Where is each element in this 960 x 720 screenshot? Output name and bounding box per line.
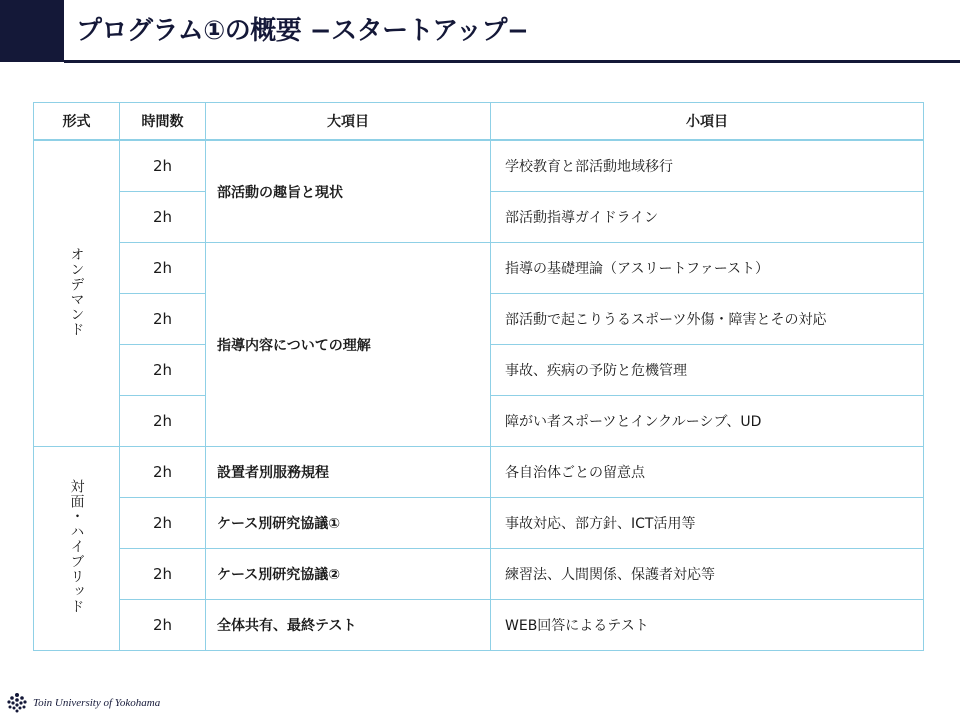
- university-crest-icon: [6, 692, 28, 714]
- table-row: [34, 549, 924, 600]
- hours-cell: 2h: [120, 345, 206, 396]
- hours-cell: 2h: [120, 140, 206, 192]
- major-cell: 全体共有、最終テスト: [206, 600, 491, 651]
- page-title: プログラム①の概要 −スタートアップ−: [76, 16, 529, 46]
- table-row: [34, 140, 924, 192]
- minor-cell: 事故、疾病の予防と危機管理: [491, 345, 924, 396]
- minor-cell: 指導の基礎理論（アスリートファースト）: [491, 243, 924, 294]
- hours-cell: 2h: [120, 447, 206, 498]
- major-cell: 部活動の趣旨と現状: [206, 140, 491, 243]
- minor-cell: 各自治体ごとの留意点: [491, 447, 924, 498]
- header-hours: 時間数: [120, 103, 206, 141]
- header-format: 形式: [34, 103, 120, 141]
- minor-cell: 部活動指導ガイドライン: [491, 192, 924, 243]
- major-cell: ケース別研究協議①: [206, 498, 491, 549]
- hours-cell: 2h: [120, 549, 206, 600]
- minor-cell: 学校教育と部活動地域移行: [491, 140, 924, 192]
- hours-cell: 2h: [120, 243, 206, 294]
- minor-cell: WEB回答によるテスト: [491, 600, 924, 651]
- header-minor: 小項目: [491, 103, 924, 141]
- footer-university-name: Toin University of Yokohama: [33, 697, 161, 709]
- table-row: [34, 600, 924, 651]
- table-header-row: [34, 103, 924, 141]
- minor-cell: 障がい者スポーツとインクルーシブ、UD: [491, 396, 924, 447]
- major-cell: ケース別研究協議②: [206, 549, 491, 600]
- table-row: [34, 243, 924, 294]
- format-cell-hybrid: [34, 447, 120, 651]
- hours-cell: 2h: [120, 192, 206, 243]
- format-label: 対面・ハイブリッド: [68, 479, 85, 614]
- major-cell: 指導内容についての理解: [206, 243, 491, 447]
- title-accent-block: [0, 0, 64, 62]
- hours-cell: 2h: [120, 294, 206, 345]
- table-row: [34, 498, 924, 549]
- minor-cell: 部活動で起こりうるスポーツ外傷・障害とその対応: [491, 294, 924, 345]
- footer: [6, 692, 160, 714]
- hours-cell: 2h: [120, 600, 206, 651]
- format-label: オンデマンド: [68, 246, 85, 337]
- major-cell: 設置者別服務規程: [206, 447, 491, 498]
- hours-cell: 2h: [120, 498, 206, 549]
- header-major: 大項目: [206, 103, 491, 141]
- hours-cell: 2h: [120, 396, 206, 447]
- table-row: [34, 447, 924, 498]
- program-table: [33, 102, 924, 651]
- format-cell-ondemand: [34, 140, 120, 447]
- minor-cell: 練習法、人間関係、保護者対応等: [491, 549, 924, 600]
- title-underline: [64, 60, 960, 63]
- minor-cell: 事故対応、部方針、ICT活用等: [491, 498, 924, 549]
